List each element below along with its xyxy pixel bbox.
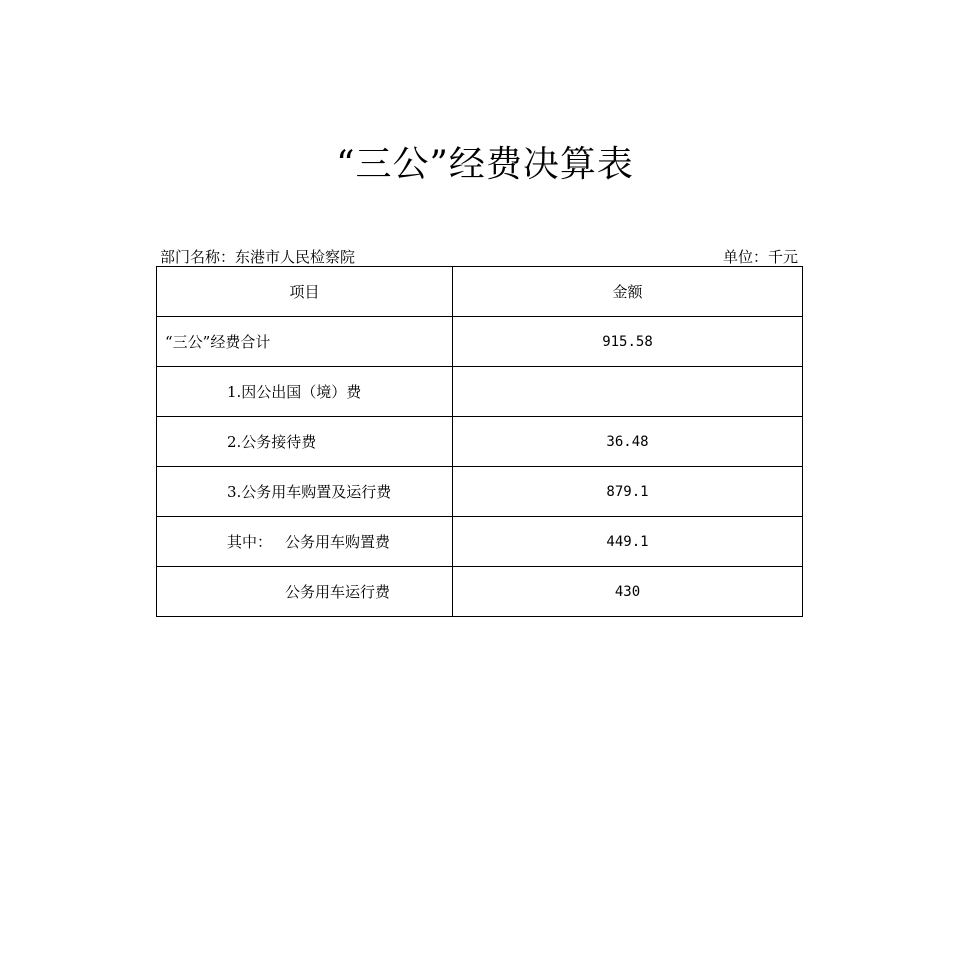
row-label: 3.公务用车购置及运行费	[157, 467, 453, 517]
row-label: 2.公务接待费	[157, 417, 453, 467]
row-amount	[453, 367, 803, 417]
department-name: 部门名称：东港市人民检察院	[160, 248, 356, 266]
table-row	[157, 567, 803, 617]
table-row	[157, 317, 803, 367]
row-amount: 879.1	[453, 467, 803, 517]
row-label-cell	[157, 517, 453, 567]
row-amount: 430	[453, 567, 803, 617]
column-header-amount: 金额	[453, 267, 803, 317]
unit-label: 单位：千元	[722, 248, 798, 266]
table-header-row	[157, 267, 803, 317]
row-amount: 449.1	[453, 517, 803, 567]
expense-table	[156, 266, 803, 617]
table-row	[157, 467, 803, 517]
table-row	[157, 417, 803, 467]
column-header-item: 项目	[157, 267, 453, 317]
row-amount: 915.58	[453, 317, 803, 367]
row-label: 1.因公出国（境）费	[157, 367, 453, 417]
row-prefix: 其中：	[227, 533, 273, 551]
page-title: “三公”经费决算表	[336, 144, 634, 185]
row-label: 公务用车运行费	[157, 567, 453, 617]
table-row	[157, 517, 803, 567]
table-row	[157, 367, 803, 417]
row-label: “三公”经费合计	[157, 317, 453, 367]
row-amount: 36.48	[453, 417, 803, 467]
row-label: 公务用车购置费	[285, 533, 391, 551]
